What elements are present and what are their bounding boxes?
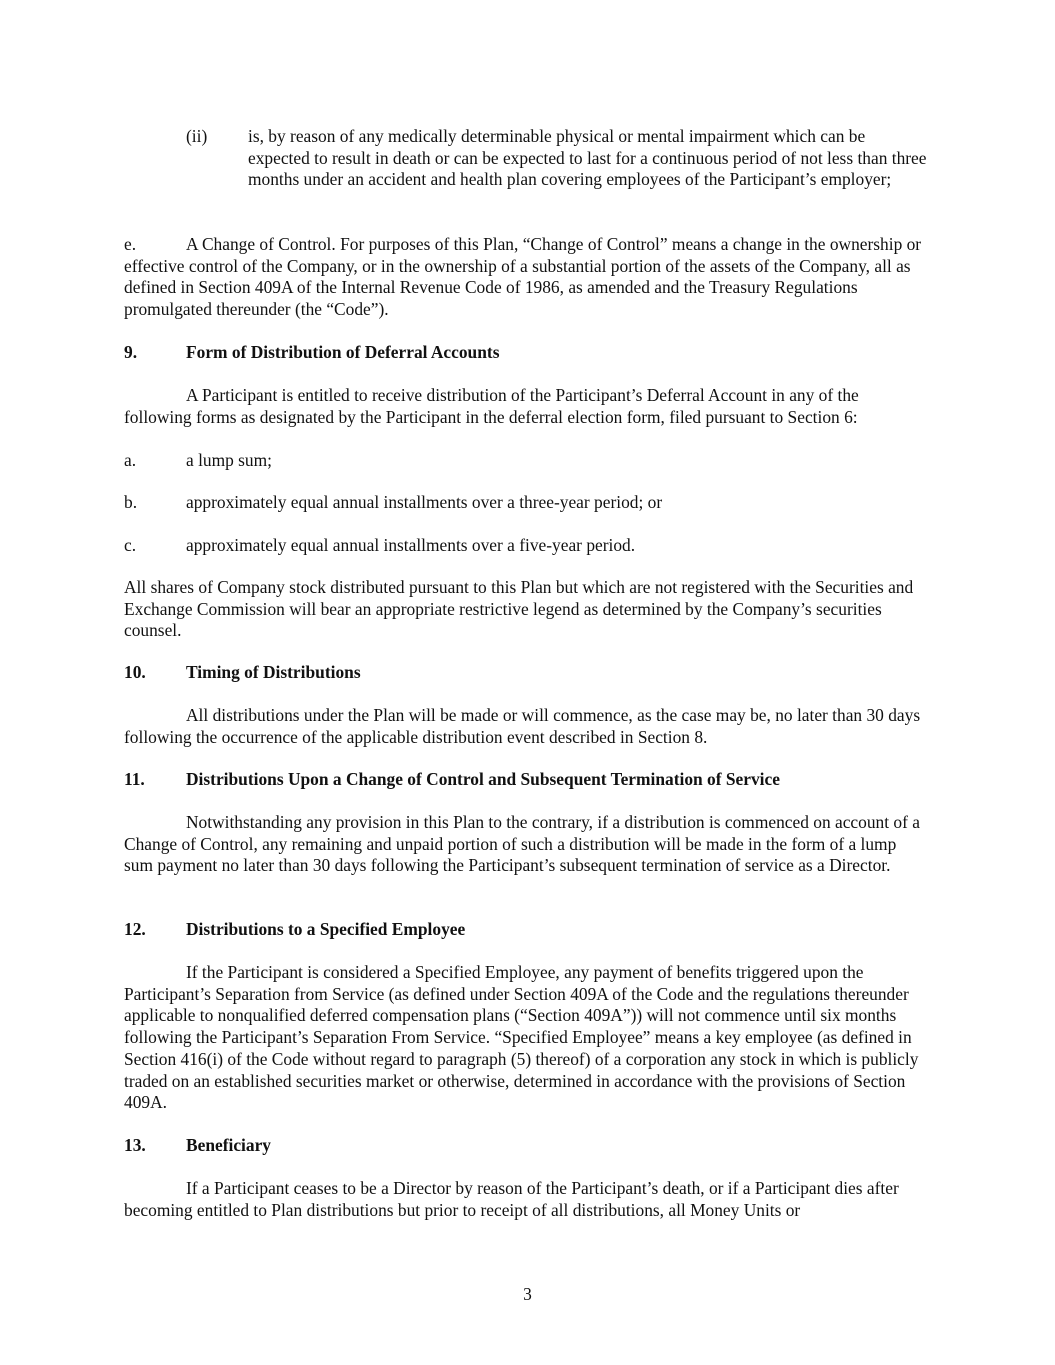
item-e-text: A Change of Control. For purposes of this Plan, “Change of Control” means a change in the ownership or effective control of the Company, or in the ownership of a substantial portion of the assets of the Company, all as defined in Section 409A of the Internal Revenue Code of 1986, as amended and the Treasury Regulations promulgated thereunder (the “Code”).: [124, 234, 922, 320]
section-13-body: If a Participant ceases to be a Director by reason of the Participant’s death, or if a Participant dies after becoming entitled to Plan distributions but prior to receipt of all distributions, all Money Units or: [124, 1178, 899, 1220]
item-e-marker: e.: [124, 234, 137, 254]
list-marker: b.: [124, 492, 138, 512]
section-9-heading: [124, 342, 929, 364]
section-13-heading: [124, 1135, 929, 1157]
section-12-body: If the Participant is considered a Specified Employee, any payment of benefits triggered upon the Participant’s Separation from Service (as defined under Section 409A of the Code and the regulations thereunder applicable to nonqualified deferred compensation plans (“Section 409A”)) will not commence until six months following the Participant’s Separation From Service. “Specified Employee” means a key employee (as defined in Section 416(i) of the Code without regard to paragraph (5) thereof) of a corporation any stock in which is publicly traded on an established securities market or otherwise, determined in accordance with the provisions of Section 409A.: [124, 962, 919, 1113]
list-item: [124, 450, 929, 472]
sub-item-marker: (ii): [186, 126, 208, 146]
list-text: approximately equal annual installments over a five-year period.: [186, 535, 636, 555]
section-10-body: All distributions under the Plan will be made or will commence, as the case may be, no later than 30 days following the occurrence of the applicable distribution event described in Section 8.: [124, 705, 921, 747]
section-11-body: Notwithstanding any provision in this Plan to the contrary, if a distribution is commenced on account of a Change of Control, any remaining and unpaid portion of such a distribution will be made in the form of a lump sum payment no later than 30 days following the Participant’s subsequent termination of service as a Director.: [124, 812, 920, 876]
item-e: [124, 234, 929, 321]
section-title: Distributions Upon a Change of Control and Subsequent Termination of Service: [186, 769, 780, 789]
list-marker: c.: [124, 535, 137, 555]
section-title: Timing of Distributions: [186, 662, 361, 682]
section-12-heading: [124, 919, 929, 941]
page-number: 3: [523, 1284, 532, 1304]
sub-item-text: is, by reason of any medically determinable physical or mental impairment which can be expected to result in death or can be expected to last for a continuous period of not less than three months under an accident and health plan covering employees of the Participant’s employer;: [248, 126, 927, 190]
section-9-closing: All shares of Company stock distributed pursuant to this Plan but which are not registered with the Securities and Exchange Commission will bear an appropriate restrictive legend as determined by the Company’s securities counsel.: [124, 577, 914, 641]
item-e-paragraph: [124, 234, 929, 321]
section-title: Form of Distribution of Deferral Accounts: [186, 342, 500, 362]
list-marker: a.: [124, 450, 137, 470]
section-10-heading: [124, 662, 929, 684]
list-text: approximately equal annual installments over a three-year period; or: [186, 492, 663, 512]
section-number: 10.: [124, 662, 146, 682]
list-item: [124, 535, 929, 557]
section-11-heading: [124, 769, 929, 791]
section-number: 13.: [124, 1135, 146, 1155]
section-number: 12.: [124, 919, 146, 939]
section-title: Beneficiary: [186, 1135, 271, 1155]
sub-item-ii: [186, 126, 929, 191]
section-9-intro: A Participant is entitled to receive distribution of the Participant’s Deferral Account in any of the following forms as designated by the Participant in the deferral election form, filed pursuant to Section 6:: [124, 385, 859, 427]
list-item: [124, 492, 929, 514]
list-text: a lump sum;: [186, 450, 272, 470]
section-number: 9.: [124, 342, 138, 362]
section-number: 11.: [124, 769, 145, 789]
section-title: Distributions to a Specified Employee: [186, 919, 466, 939]
